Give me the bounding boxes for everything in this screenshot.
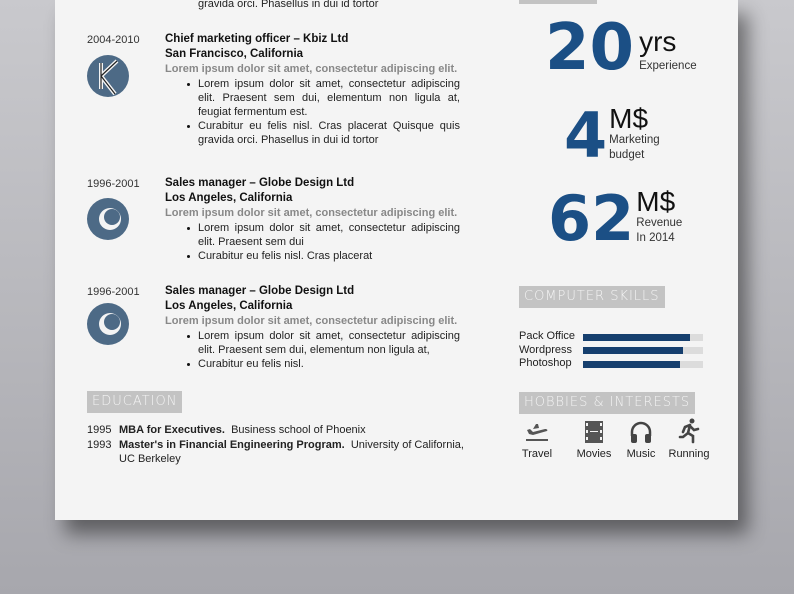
job-bullet: Curabitur eu felis nisl. Cras placerat Quisque quis gravida orci. Phasellus in dui id tortor [198,120,460,146]
job-subtitle: Lorem ipsum dolor sit amet, consectetur adipiscing elit. [165,63,458,75]
plane-icon [524,420,550,444]
skill-bar-fill [583,347,683,354]
job-bullet: Curabitur eu felis nisl. Cras placerat [198,249,460,263]
stat-label: Marketing [609,134,660,146]
edu-year: 1995 [87,424,112,436]
skill-name: Pack Office [519,330,576,342]
stat-value: 20 [545,11,635,85]
skill-bar [583,334,703,341]
skill-name: Wordpress [519,343,572,356]
stat-budget [564,99,660,172]
job-bullet: Curabitur eu felis nisl. [198,357,460,371]
stat-label: Experience [639,60,697,72]
edu-degree: MBA for Executives. [119,424,225,436]
company-logo-globe [87,303,129,345]
running-icon [678,418,700,444]
job-date: 2004-2010 [87,34,140,46]
education-heading: EDUCATION [87,391,182,413]
job-location: San Francisco, California [165,48,304,60]
skill-bar-fill [583,334,690,341]
hobby-label: Running [668,448,710,460]
skill-bar-fill [583,361,680,368]
skill-bar [583,347,703,354]
stat-unit: M$ [636,186,676,217]
stat-unit: yrs [639,26,677,57]
job-bullet: Lorem ipsum dolor sit amet, consectetur adipiscing elit. Praesent sem dui [198,222,460,248]
hobby-running [659,418,719,460]
edu-degree: Master's in Financial Engineering Program. [119,438,345,451]
hobby-label: Travel [521,448,553,460]
previous-entry-tail: gravida orci. Phasellus in dui id tortor [198,0,379,10]
job-title: Chief marketing officer – Kbiz Ltd [165,33,349,45]
job-title: Sales manager – Globe Design Ltd [165,285,355,297]
stat-value: 4 [564,99,608,172]
section-header-fragment [519,0,597,4]
hobby-label: Movies [576,448,612,460]
job-title: Sales manager – Globe Design Ltd [165,177,355,189]
education-list [87,423,467,467]
stat-experience [545,11,697,85]
job-location: Los Angeles, California [165,300,293,312]
edu-school: Business school of Phoenix [231,424,366,436]
job-location: Los Angeles, California [165,192,293,204]
edu-school: University of California, UC Berkeley [119,438,464,465]
skill-name: Photoshop [519,357,572,369]
stat-unit: M$ [609,103,649,134]
job-subtitle: Lorem ipsum dolor sit amet, consectetur adipiscing elit. [165,207,458,219]
stat-label: budget [609,149,645,161]
job-subtitle: Lorem ipsum dolor sit amet, consectetur adipiscing elit. [165,315,458,327]
skills-heading: COMPUTER SKILLS [519,286,665,308]
hobby-travel [507,420,567,460]
skills-labels [519,330,575,371]
film-icon [583,420,605,444]
stat-label: In 2014 [636,232,675,244]
company-logo-globe [87,198,129,240]
job-bullet: Lorem ipsum dolor sit amet, consectetur adipiscing elit. Praesent sem dui, elementum non ligula at, feugiat fermentum est. [198,78,460,118]
job-date: 1996-2001 [87,178,140,190]
stat-value: 62 [548,182,635,255]
hobbies-heading: HOBBIES & INTERESTS [519,392,695,414]
headphones-icon [629,420,653,444]
company-logo-k [87,55,129,97]
stat-label: Revenue [636,217,683,229]
stat-revenue [548,182,683,255]
hobby-label: Music [626,448,656,460]
edu-year: 1993 [87,438,112,451]
job-bullet: Lorem ipsum dolor sit amet, consectetur adipiscing elit. Praesent sem dui, elementum non ligula at, [198,330,460,356]
job-date: 1996-2001 [87,286,140,298]
skill-bar [583,361,703,368]
